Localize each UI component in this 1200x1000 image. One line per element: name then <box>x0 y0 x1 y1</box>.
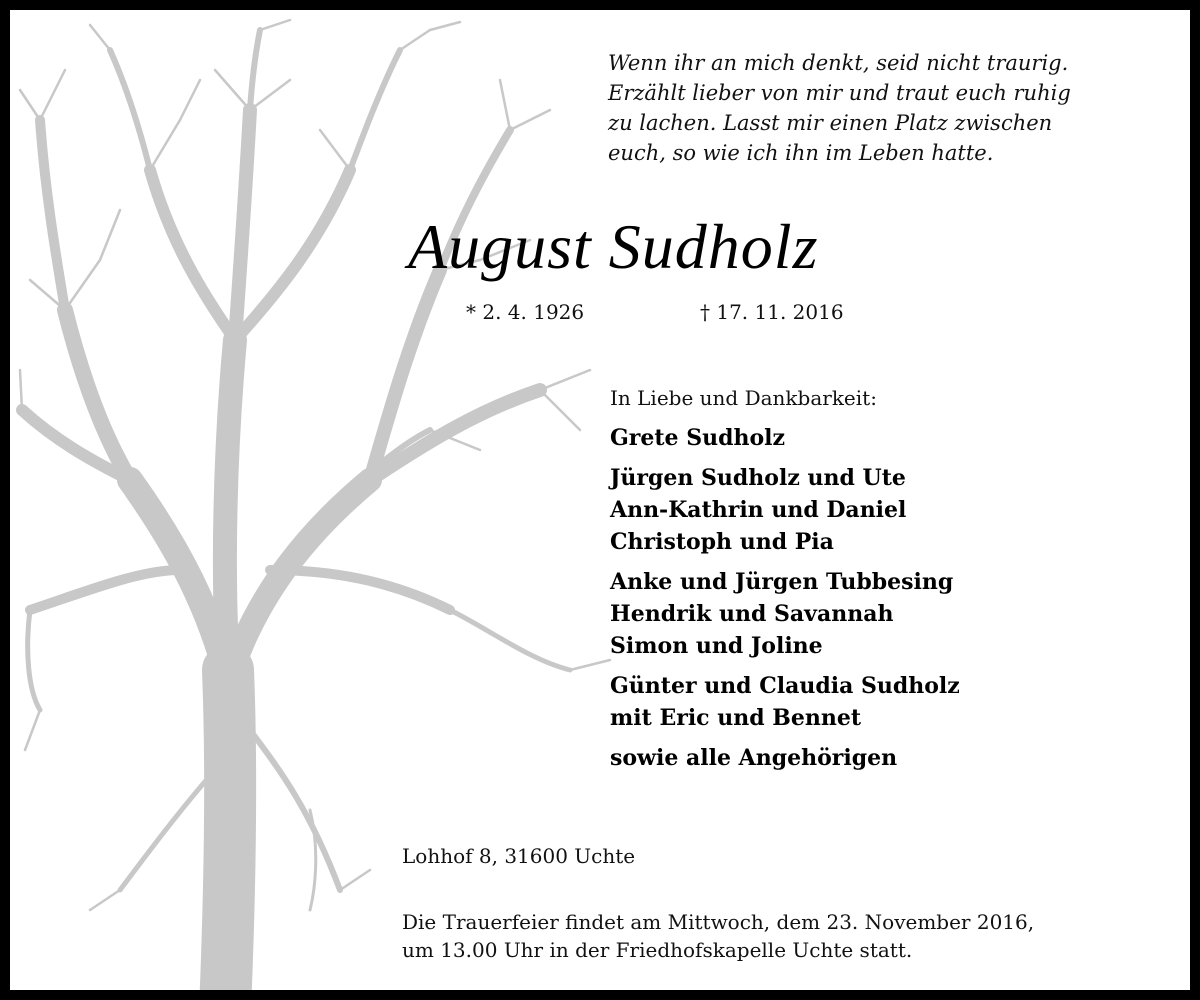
birth-date: * 2. 4. 1926 <box>466 300 585 324</box>
mourner-line: mit Eric und Bennet <box>610 705 862 731</box>
mourner-line: Simon und Joline <box>610 633 823 659</box>
mourners-intro: In Liebe und Dankbarkeit: <box>610 386 877 410</box>
mourner-line: Christoph und Pia <box>610 529 834 555</box>
mourner-line: Jürgen Sudholz und Ute <box>610 465 906 491</box>
mourner-line: Hendrik und Savannah <box>610 601 894 627</box>
service-line: Die Trauerfeier findet am Mittwoch, dem 23. November 2016, <box>402 910 1035 934</box>
service-line: um 13.00 Uhr in der Friedhofskapelle Uchte statt. <box>402 938 913 962</box>
mourner-line: Grete Sudholz <box>610 425 785 451</box>
funeral-service-info <box>402 908 1034 964</box>
deceased-name: August Sudholz <box>408 211 819 282</box>
poem-line: Erzählt lieber von mir und traut euch ruhig <box>608 81 1071 105</box>
mourner-group <box>610 462 960 558</box>
mourner-line: sowie alle Angehörigen <box>610 745 898 771</box>
mourner-group <box>610 422 960 454</box>
mourner-group <box>610 670 960 734</box>
mourner-group <box>610 566 960 662</box>
poem-line: euch, so wie ich ihn im Leben hatte. <box>608 141 994 165</box>
mourner-line: Günter und Claudia Sudholz <box>610 673 960 699</box>
mourner-line: Anke und Jürgen Tubbesing <box>610 569 954 595</box>
mourner-line: Ann-Kathrin und Daniel <box>610 497 907 523</box>
mourners-list <box>610 422 960 782</box>
poem-line: Wenn ihr an mich denkt, seid nicht traurig. <box>608 51 1069 75</box>
memorial-poem <box>608 48 1071 168</box>
address: Lohhof 8, 31600 Uchte <box>402 844 636 868</box>
death-date: † 17. 11. 2016 <box>700 300 844 324</box>
poem-line: zu lachen. Lasst mir einen Platz zwischen <box>608 111 1053 135</box>
mourner-group <box>610 742 960 774</box>
